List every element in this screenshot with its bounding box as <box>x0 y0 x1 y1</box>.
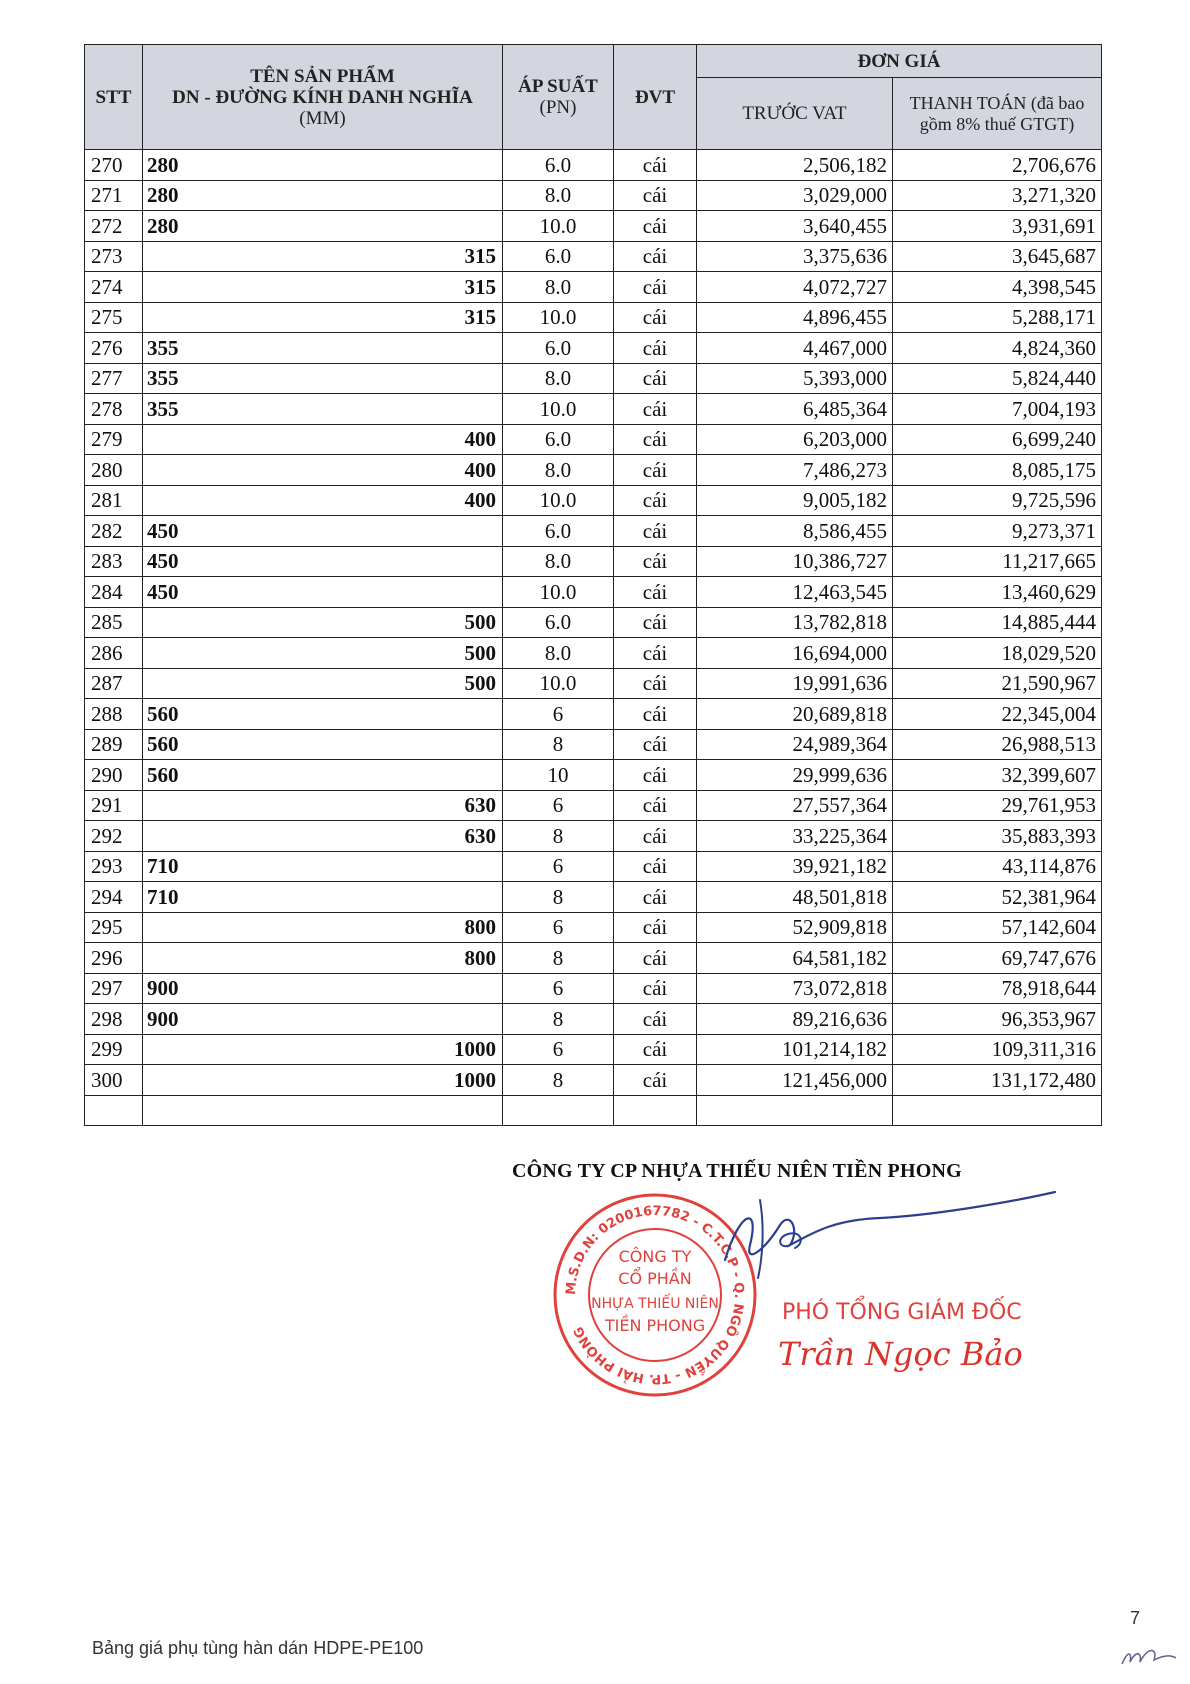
table-cell-stt: 270 <box>85 150 143 181</box>
table-cell-price-before-vat: 2,506,182 <box>697 150 893 181</box>
table-cell-pressure: 10.0 <box>503 668 614 699</box>
signer-position: PHÓ TỔNG GIÁM ĐỐC <box>782 1300 1022 1325</box>
table-cell-unit: cái <box>614 394 697 425</box>
table-cell-stt: 289 <box>85 729 143 760</box>
header-product <box>143 45 503 150</box>
table-cell-pressure: 8 <box>503 821 614 852</box>
table-cell-price-payment: 7,004,193 <box>893 394 1102 425</box>
table-cell-dn: 1000 <box>143 1034 503 1065</box>
table-cell-dn: 315 <box>143 302 503 333</box>
header-payment: THANH TOÁN (đã bao gồm 8% thuế GTGT) <box>893 78 1102 150</box>
table-cell-dn: 355 <box>143 333 503 364</box>
table-cell-pressure: 8 <box>503 943 614 974</box>
table-cell-price-before-vat: 33,225,364 <box>697 821 893 852</box>
table-cell-dn: 560 <box>143 699 503 730</box>
table-cell-unit: cái <box>614 363 697 394</box>
table-cell-stt: 292 <box>85 821 143 852</box>
table-cell-price-payment: 3,645,687 <box>893 241 1102 272</box>
page-number: 7 <box>1130 1608 1141 1628</box>
header-before-vat: TRƯỚC VAT <box>697 78 893 150</box>
table-body <box>85 150 1102 1126</box>
table-row <box>85 973 1102 1004</box>
table-cell-dn: 355 <box>143 394 503 425</box>
table-cell-pressure: 10.0 <box>503 302 614 333</box>
table-cell-stt: 287 <box>85 668 143 699</box>
table-cell-stt: 297 <box>85 973 143 1004</box>
table-cell-pressure: 10 <box>503 760 614 791</box>
table-cell-stt: 288 <box>85 699 143 730</box>
table-cell-pressure: 8.0 <box>503 638 614 669</box>
table-cell-unit: cái <box>614 821 697 852</box>
table-cell-price-payment: 2,706,676 <box>893 150 1102 181</box>
table-cell-unit: cái <box>614 607 697 638</box>
price-table-container <box>84 44 1101 1126</box>
table-cell-stt: 279 <box>85 424 143 455</box>
signature-block <box>500 1150 1060 1390</box>
table-cell-pressure: 6.0 <box>503 241 614 272</box>
table-row <box>85 821 1102 852</box>
table-cell-unit: cái <box>614 180 697 211</box>
table-cell-price-payment: 57,142,604 <box>893 912 1102 943</box>
table-cell-dn: 450 <box>143 546 503 577</box>
table-cell-stt: 280 <box>85 455 143 486</box>
table-row <box>85 1095 1102 1126</box>
footer-title: Bảng giá phụ tùng hàn dán HDPE-PE100 <box>92 1638 424 1658</box>
table-cell-price-before-vat: 89,216,636 <box>697 1004 893 1035</box>
table-cell-dn: 280 <box>143 150 503 181</box>
table-cell-dn: 315 <box>143 272 503 303</box>
table-cell-pressure: 8 <box>503 1065 614 1096</box>
table-cell-dn: 450 <box>143 577 503 608</box>
table-cell-price-payment: 3,931,691 <box>893 211 1102 242</box>
table-row <box>85 668 1102 699</box>
table-cell-price-payment: 3,271,320 <box>893 180 1102 211</box>
table-row <box>85 699 1102 730</box>
table-cell-unit: cái <box>614 638 697 669</box>
table-cell-unit: cái <box>614 424 697 455</box>
table-cell-price-payment: 11,217,665 <box>893 546 1102 577</box>
table-cell-pressure: 8.0 <box>503 455 614 486</box>
table-cell-price-payment: 69,747,676 <box>893 943 1102 974</box>
table-cell-price-before-vat: 4,896,455 <box>697 302 893 333</box>
table-row <box>85 211 1102 242</box>
table-cell-price-before-vat: 121,456,000 <box>697 1065 893 1096</box>
table-cell-price-payment: 21,590,967 <box>893 668 1102 699</box>
table-cell-dn: 560 <box>143 729 503 760</box>
table-cell-price-before-vat: 101,214,182 <box>697 1034 893 1065</box>
table-cell-dn: 280 <box>143 180 503 211</box>
table-row <box>85 455 1102 486</box>
table-cell-pressure: 6.0 <box>503 333 614 364</box>
header-pressure-line1: ÁP SUẤT <box>518 76 598 97</box>
table-cell-price-before-vat <box>697 1095 893 1126</box>
table-cell-dn: 400 <box>143 485 503 516</box>
table-cell-price-before-vat: 24,989,364 <box>697 729 893 760</box>
table-cell-price-before-vat: 20,689,818 <box>697 699 893 730</box>
table-cell-unit: cái <box>614 516 697 547</box>
table-row <box>85 577 1102 608</box>
table-cell-dn: 450 <box>143 516 503 547</box>
table-row <box>85 729 1102 760</box>
table-cell-unit: cái <box>614 272 697 303</box>
table-cell-price-before-vat: 39,921,182 <box>697 851 893 882</box>
table-cell-price-payment: 22,345,004 <box>893 699 1102 730</box>
table-cell-price-payment: 43,114,876 <box>893 851 1102 882</box>
table-cell-stt: 281 <box>85 485 143 516</box>
table-row <box>85 760 1102 791</box>
table-cell-price-payment: 78,918,644 <box>893 973 1102 1004</box>
table-cell-unit: cái <box>614 1034 697 1065</box>
table-cell-unit: cái <box>614 211 697 242</box>
svg-text:CÔNG TY: CÔNG TY <box>618 1247 692 1266</box>
table-row <box>85 272 1102 303</box>
table-cell-pressure: 6 <box>503 790 614 821</box>
table-cell-price-before-vat: 29,999,636 <box>697 760 893 791</box>
table-cell-stt: 294 <box>85 882 143 913</box>
table-row <box>85 912 1102 943</box>
table-cell-unit: cái <box>614 1004 697 1035</box>
table-cell-pressure <box>503 1095 614 1126</box>
table-cell-dn: 1000 <box>143 1065 503 1096</box>
table-cell-unit: cái <box>614 1065 697 1096</box>
table-cell-stt: 273 <box>85 241 143 272</box>
table-cell-pressure: 10.0 <box>503 577 614 608</box>
table-cell-pressure: 8.0 <box>503 546 614 577</box>
table-cell-price-before-vat: 13,782,818 <box>697 607 893 638</box>
table-cell-pressure: 8 <box>503 1004 614 1035</box>
table-cell-pressure: 8.0 <box>503 363 614 394</box>
table-cell-stt: 285 <box>85 607 143 638</box>
table-cell-dn: 900 <box>143 973 503 1004</box>
table-cell-price-payment: 9,725,596 <box>893 485 1102 516</box>
header-unit: ĐVT <box>614 45 697 150</box>
table-cell-price-payment: 52,381,964 <box>893 882 1102 913</box>
table-cell-price-before-vat: 6,485,364 <box>697 394 893 425</box>
table-cell-stt: 293 <box>85 851 143 882</box>
table-cell-price-payment: 6,699,240 <box>893 424 1102 455</box>
header-stt: STT <box>85 45 143 150</box>
table-cell-unit: cái <box>614 943 697 974</box>
table-row <box>85 638 1102 669</box>
table-cell-dn: 500 <box>143 638 503 669</box>
table-cell-price-payment: 35,883,393 <box>893 821 1102 852</box>
table-cell-price-payment: 131,172,480 <box>893 1065 1102 1096</box>
company-name: CÔNG TY CP NHỰA THIẾU NIÊN TIỀN PHONG <box>512 1160 962 1182</box>
table-row <box>85 241 1102 272</box>
table-cell-price-before-vat: 10,386,727 <box>697 546 893 577</box>
table-cell-price-before-vat: 4,467,000 <box>697 333 893 364</box>
table-cell-stt <box>85 1095 143 1126</box>
table-cell-unit: cái <box>614 790 697 821</box>
table-cell-price-before-vat: 16,694,000 <box>697 638 893 669</box>
table-cell-stt: 283 <box>85 546 143 577</box>
table-cell-price-before-vat: 64,581,182 <box>697 943 893 974</box>
table-cell-unit: cái <box>614 302 697 333</box>
table-row <box>85 1004 1102 1035</box>
table-cell-dn <box>143 1095 503 1126</box>
initials-mark <box>1118 1640 1178 1670</box>
table-cell-stt: 299 <box>85 1034 143 1065</box>
table-cell-stt: 296 <box>85 943 143 974</box>
table-cell-pressure: 6.0 <box>503 424 614 455</box>
table-cell-dn: 900 <box>143 1004 503 1035</box>
header-product-line1: TÊN SẢN PHẨM <box>250 65 395 87</box>
table-cell-stt: 274 <box>85 272 143 303</box>
table-cell-stt: 277 <box>85 363 143 394</box>
svg-text:CỔ PHẦN: CỔ PHẦN <box>618 1269 692 1288</box>
table-row <box>85 1065 1102 1096</box>
table-row <box>85 150 1102 181</box>
table-cell-dn: 800 <box>143 912 503 943</box>
table-cell-pressure: 6.0 <box>503 607 614 638</box>
price-table <box>84 44 1102 1126</box>
table-cell-price-before-vat: 73,072,818 <box>697 973 893 1004</box>
table-cell-price-payment: 109,311,316 <box>893 1034 1102 1065</box>
table-cell-stt: 275 <box>85 302 143 333</box>
table-cell-stt: 272 <box>85 211 143 242</box>
table-cell-unit: cái <box>614 241 697 272</box>
table-header <box>85 45 1102 150</box>
table-cell-stt: 295 <box>85 912 143 943</box>
table-cell-price-before-vat: 12,463,545 <box>697 577 893 608</box>
table-cell-pressure: 8 <box>503 882 614 913</box>
table-cell-dn: 500 <box>143 668 503 699</box>
table-cell-unit: cái <box>614 577 697 608</box>
table-cell-pressure: 6.0 <box>503 516 614 547</box>
table-row <box>85 333 1102 364</box>
table-cell-price-payment: 5,824,440 <box>893 363 1102 394</box>
table-cell-pressure: 6 <box>503 912 614 943</box>
table-cell-unit: cái <box>614 729 697 760</box>
table-cell-dn: 400 <box>143 455 503 486</box>
table-row <box>85 546 1102 577</box>
table-cell-price-payment: 29,761,953 <box>893 790 1102 821</box>
table-cell-price-before-vat: 19,991,636 <box>697 668 893 699</box>
table-cell-price-payment: 4,824,360 <box>893 333 1102 364</box>
table-cell-price-payment: 13,460,629 <box>893 577 1102 608</box>
table-cell-price-before-vat: 27,557,364 <box>697 790 893 821</box>
table-cell-price-before-vat: 5,393,000 <box>697 363 893 394</box>
table-cell-pressure: 6 <box>503 1034 614 1065</box>
table-cell-price-before-vat: 4,072,727 <box>697 272 893 303</box>
table-cell-price-payment: 4,398,545 <box>893 272 1102 303</box>
table-cell-stt: 298 <box>85 1004 143 1035</box>
table-row <box>85 851 1102 882</box>
table-cell-dn: 355 <box>143 363 503 394</box>
table-cell-dn: 800 <box>143 943 503 974</box>
table-cell-stt: 282 <box>85 516 143 547</box>
table-row <box>85 302 1102 333</box>
table-row <box>85 516 1102 547</box>
header-pressure-line2: (PN) <box>539 97 577 118</box>
table-row <box>85 363 1102 394</box>
signer-name: Trần Ngọc Bảo <box>778 1335 1023 1373</box>
table-cell-dn: 630 <box>143 790 503 821</box>
table-row <box>85 943 1102 974</box>
table-cell-stt: 284 <box>85 577 143 608</box>
table-cell-stt: 291 <box>85 790 143 821</box>
table-cell-pressure: 6.0 <box>503 150 614 181</box>
table-row <box>85 485 1102 516</box>
table-cell-price-before-vat: 9,005,182 <box>697 485 893 516</box>
table-cell-price-payment: 96,353,967 <box>893 1004 1102 1035</box>
header-product-line3: (MM) <box>299 107 346 129</box>
svg-text:TIỀN PHONG: TIỀN PHONG <box>604 1316 706 1335</box>
table-cell-stt: 300 <box>85 1065 143 1096</box>
table-cell-unit: cái <box>614 485 697 516</box>
table-cell-stt: 290 <box>85 760 143 791</box>
svg-text:M.S.D.N: 0200167782 - C.T.C.P: M.S.D.N: 0200167782 - C.T.C.P - Q. NGÔ QUYỀN - TP. HẢI PHÒNG <box>563 1203 747 1387</box>
table-cell-stt: 278 <box>85 394 143 425</box>
table-cell-dn: 315 <box>143 241 503 272</box>
table-cell-unit: cái <box>614 150 697 181</box>
table-cell-dn: 500 <box>143 607 503 638</box>
table-cell-pressure: 8 <box>503 729 614 760</box>
table-cell-price-before-vat: 3,375,636 <box>697 241 893 272</box>
table-cell-pressure: 6 <box>503 699 614 730</box>
table-cell-pressure: 10.0 <box>503 394 614 425</box>
table-cell-unit: cái <box>614 973 697 1004</box>
table-cell-stt: 286 <box>85 638 143 669</box>
table-cell-stt: 276 <box>85 333 143 364</box>
table-cell-unit: cái <box>614 882 697 913</box>
table-cell-pressure: 10.0 <box>503 211 614 242</box>
table-cell-dn: 280 <box>143 211 503 242</box>
table-cell-unit: cái <box>614 668 697 699</box>
table-row <box>85 394 1102 425</box>
header-product-line2: DN - ĐƯỜNG KÍNH DANH NGHĨA <box>172 86 473 108</box>
table-cell-pressure: 8.0 <box>503 272 614 303</box>
table-cell-dn: 560 <box>143 760 503 791</box>
table-cell-price-payment: 18,029,520 <box>893 638 1102 669</box>
table-cell-pressure: 6 <box>503 851 614 882</box>
table-cell-unit: cái <box>614 851 697 882</box>
table-cell-unit: cái <box>614 455 697 486</box>
table-cell-price-before-vat: 7,486,273 <box>697 455 893 486</box>
table-cell-dn: 710 <box>143 882 503 913</box>
table-cell-unit: cái <box>614 912 697 943</box>
table-cell-stt: 271 <box>85 180 143 211</box>
table-cell-pressure: 10.0 <box>503 485 614 516</box>
table-cell-price-before-vat: 6,203,000 <box>697 424 893 455</box>
table-cell-unit <box>614 1095 697 1126</box>
table-row <box>85 790 1102 821</box>
table-row <box>85 424 1102 455</box>
table-cell-price-payment: 5,288,171 <box>893 302 1102 333</box>
table-cell-price-payment: 9,273,371 <box>893 516 1102 547</box>
table-cell-price-before-vat: 52,909,818 <box>697 912 893 943</box>
table-row <box>85 607 1102 638</box>
table-cell-unit: cái <box>614 760 697 791</box>
table-row <box>85 882 1102 913</box>
table-cell-price-before-vat: 48,501,818 <box>697 882 893 913</box>
table-cell-price-payment: 32,399,607 <box>893 760 1102 791</box>
table-cell-price-payment: 14,885,444 <box>893 607 1102 638</box>
header-price-group: ĐƠN GIÁ <box>697 45 1102 78</box>
table-cell-pressure: 6 <box>503 973 614 1004</box>
table-cell-unit: cái <box>614 699 697 730</box>
table-cell-price-before-vat: 8,586,455 <box>697 516 893 547</box>
table-cell-price-before-vat: 3,029,000 <box>697 180 893 211</box>
table-cell-unit: cái <box>614 546 697 577</box>
table-cell-dn: 710 <box>143 851 503 882</box>
table-cell-unit: cái <box>614 333 697 364</box>
table-cell-dn: 400 <box>143 424 503 455</box>
table-row <box>85 1034 1102 1065</box>
handwritten-signature <box>720 1190 1060 1280</box>
table-cell-dn: 630 <box>143 821 503 852</box>
table-cell-price-before-vat: 3,640,455 <box>697 211 893 242</box>
table-cell-pressure: 8.0 <box>503 180 614 211</box>
svg-text:NHỰA THIẾU NIÊN: NHỰA THIẾU NIÊN <box>591 1296 719 1312</box>
table-cell-price-payment <box>893 1095 1102 1126</box>
table-cell-price-payment: 26,988,513 <box>893 729 1102 760</box>
table-row <box>85 180 1102 211</box>
header-pressure <box>503 45 614 150</box>
table-cell-price-payment: 8,085,175 <box>893 455 1102 486</box>
